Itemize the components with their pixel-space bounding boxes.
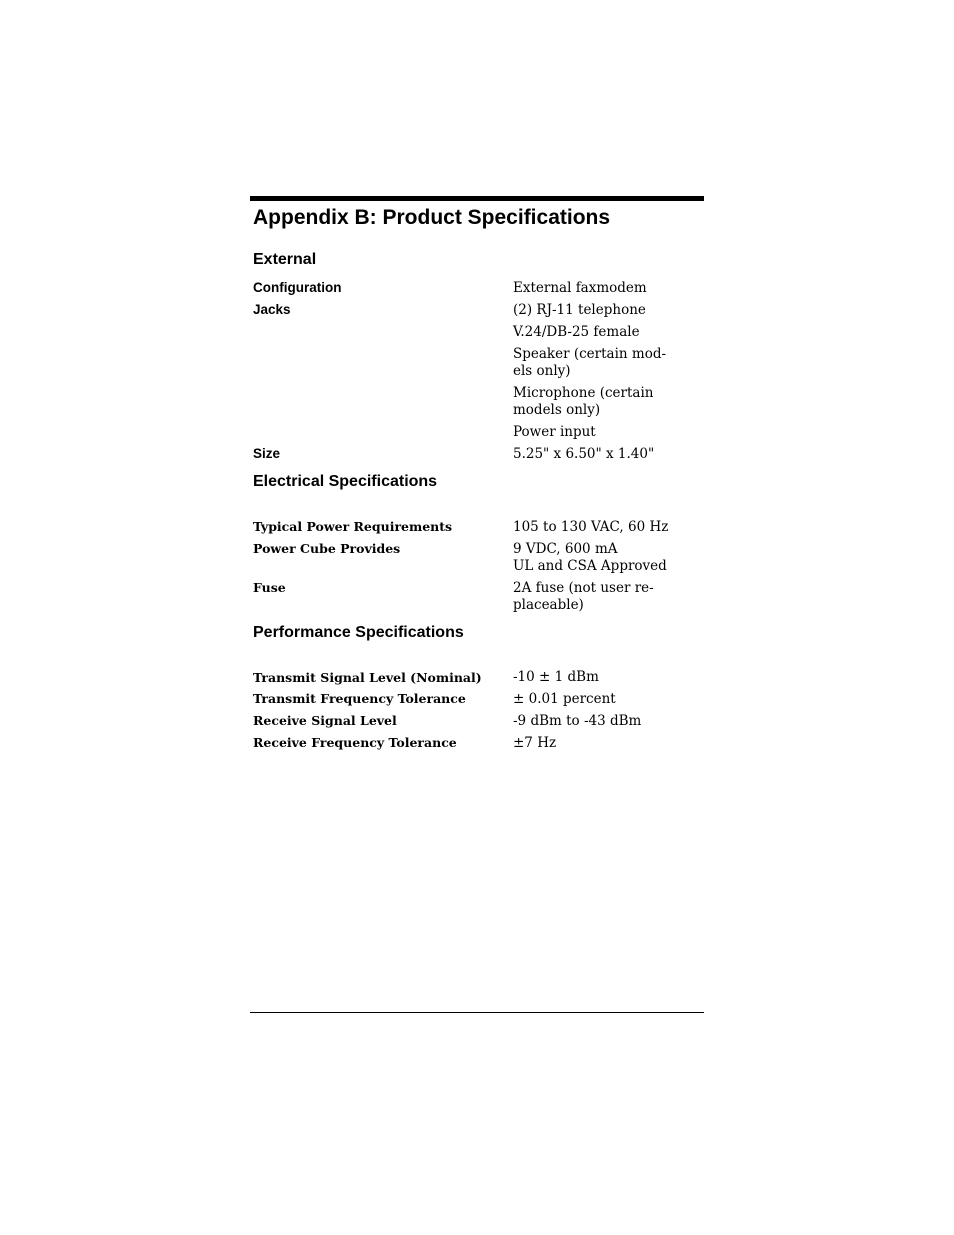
bottom-rule (250, 1012, 704, 1013)
spec-value-transmit-level: -10 ± 1 dBm (513, 669, 599, 685)
spec-value-power-cube-2: UL and CSA Approved (513, 558, 667, 574)
top-rule (250, 196, 704, 201)
section-heading-external: External (253, 251, 317, 268)
spec-value-power-requirements: 105 to 130 VAC, 60 Hz (513, 519, 669, 535)
spec-value-size: 5.25" x 6.50" x 1.40" (513, 446, 655, 462)
spec-label-fuse: Fuse (253, 580, 286, 595)
spec-label-receive-level: Receive Signal Level (253, 713, 397, 728)
spec-label-power-requirements: Typical Power Requirements (253, 519, 453, 534)
spec-label-transmit-tolerance: Transmit Frequency Tolerance (253, 691, 466, 706)
spec-value-jacks-2: V.24/DB-25 female (513, 324, 640, 340)
spec-value-fuse-2: placeable) (513, 597, 584, 613)
spec-value-jacks-6: models only) (513, 402, 601, 418)
spec-value-jacks-1: (2) RJ-11 telephone (513, 302, 646, 318)
page-title: Appendix B: Product Specifications (253, 206, 611, 229)
section-heading-electrical: Electrical Specifications (253, 473, 438, 490)
spec-label-jacks: Jacks (253, 302, 291, 317)
spec-value-jacks-3: Speaker (certain mod- (513, 346, 667, 362)
spec-label-size: Size (253, 446, 281, 461)
section-heading-performance: Performance Specifications (253, 624, 464, 641)
spec-value-transmit-tolerance: ± 0.01 percent (513, 691, 616, 707)
spec-value-fuse-1: 2A fuse (not user re- (513, 580, 654, 596)
spec-label-configuration: Configuration (253, 280, 342, 295)
spec-value-power-cube-1: 9 VDC, 600 mA (513, 541, 618, 557)
spec-label-receive-tolerance: Receive Frequency Tolerance (253, 735, 457, 750)
spec-value-jacks-7: Power input (513, 424, 596, 440)
spec-label-transmit-level: Transmit Signal Level (Nominal) (253, 670, 482, 685)
spec-value-jacks-5: Microphone (certain (513, 385, 654, 401)
spec-value-receive-tolerance: ±7 Hz (513, 735, 557, 751)
spec-label-power-cube: Power Cube Provides (253, 541, 401, 556)
spec-value-receive-level: -9 dBm to -43 dBm (513, 713, 642, 729)
spec-value-jacks-4: els only) (513, 363, 571, 379)
spec-value-configuration: External faxmodem (513, 280, 647, 296)
